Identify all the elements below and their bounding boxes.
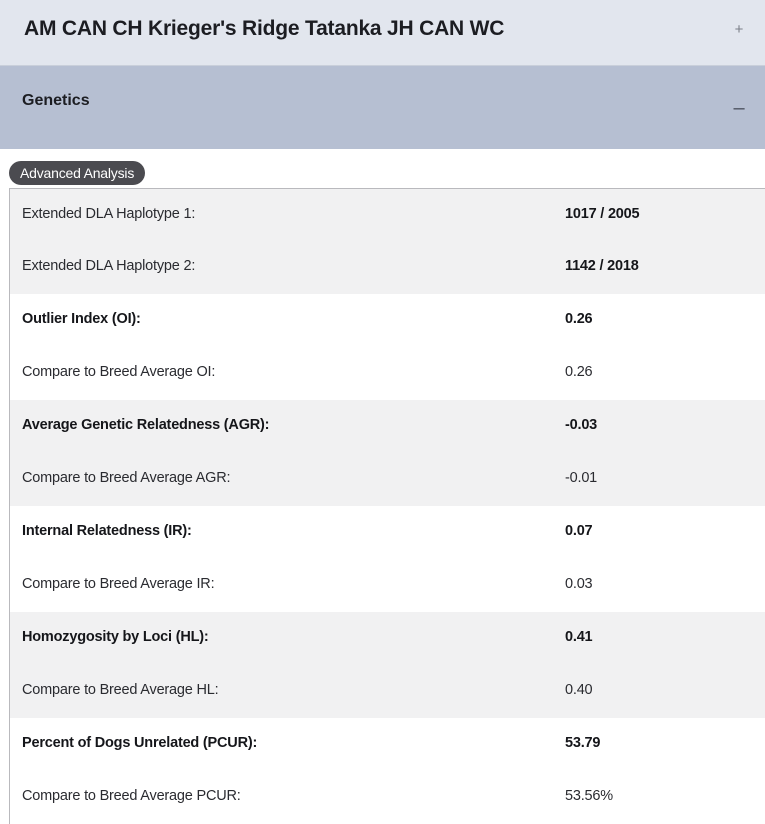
- table-group-pcur: [10, 718, 765, 824]
- row-label: Internal Relatedness (IR):: [22, 523, 192, 539]
- row-value: 53.56%: [565, 788, 613, 804]
- table-group-agr: [10, 400, 765, 506]
- table-row: [10, 241, 765, 294]
- section-title: Genetics: [22, 92, 90, 109]
- table-row: [10, 718, 765, 771]
- row-value: 0.26: [565, 311, 593, 327]
- table-row: [10, 453, 765, 506]
- row-value: -0.03: [565, 417, 598, 433]
- table-row: [10, 189, 765, 241]
- table-row: [10, 771, 765, 824]
- row-label: Percent of Dogs Unrelated (PCUR):: [22, 735, 258, 751]
- table-row: [10, 506, 765, 559]
- row-value: 0.03: [565, 576, 593, 592]
- table-group-hl: [10, 612, 765, 718]
- row-value: 1017 / 2005: [565, 206, 640, 222]
- genetics-section-header[interactable]: [0, 66, 765, 149]
- row-label: Average Genetic Relatedness (AGR):: [22, 417, 270, 433]
- row-value: 0.07: [565, 523, 593, 539]
- row-label: Compare to Breed Average OI:: [22, 364, 216, 380]
- row-label: Compare to Breed Average HL:: [22, 682, 219, 698]
- table-row: [10, 612, 765, 665]
- dog-title: AM CAN CH Krieger's Ridge Tatanka JH CAN WC: [24, 17, 505, 40]
- dog-header[interactable]: [0, 0, 765, 66]
- row-value: 53.79: [565, 735, 601, 751]
- advanced-analysis-badge: Advanced Analysis: [9, 161, 145, 185]
- row-label: Homozygosity by Loci (HL):: [22, 629, 209, 645]
- table-row: [10, 559, 765, 612]
- table-group-ir: [10, 506, 765, 612]
- row-value: 1142 / 2018: [565, 258, 639, 274]
- row-label: Compare to Breed Average IR:: [22, 576, 215, 592]
- row-value: 0.40: [565, 682, 593, 698]
- table-row: [10, 294, 765, 347]
- collapse-minus-icon[interactable]: –: [733, 97, 745, 119]
- table-row: [10, 400, 765, 453]
- row-value: 0.26: [565, 364, 593, 380]
- expand-plus-icon[interactable]: +: [734, 21, 744, 38]
- row-label: Compare to Breed Average AGR:: [22, 470, 231, 486]
- table-group-dla: [10, 189, 765, 294]
- table-group-oi: [10, 294, 765, 400]
- row-label: Compare to Breed Average PCUR:: [22, 788, 241, 804]
- table-row: [10, 347, 765, 400]
- table-row: [10, 665, 765, 718]
- row-value: -0.01: [565, 470, 598, 486]
- row-label: Extended DLA Haplotype 1:: [22, 206, 196, 222]
- genetics-table: [9, 188, 765, 824]
- row-label: Extended DLA Haplotype 2:: [22, 258, 196, 274]
- row-value: 0.41: [565, 629, 593, 645]
- row-label: Outlier Index (OI):: [22, 311, 141, 327]
